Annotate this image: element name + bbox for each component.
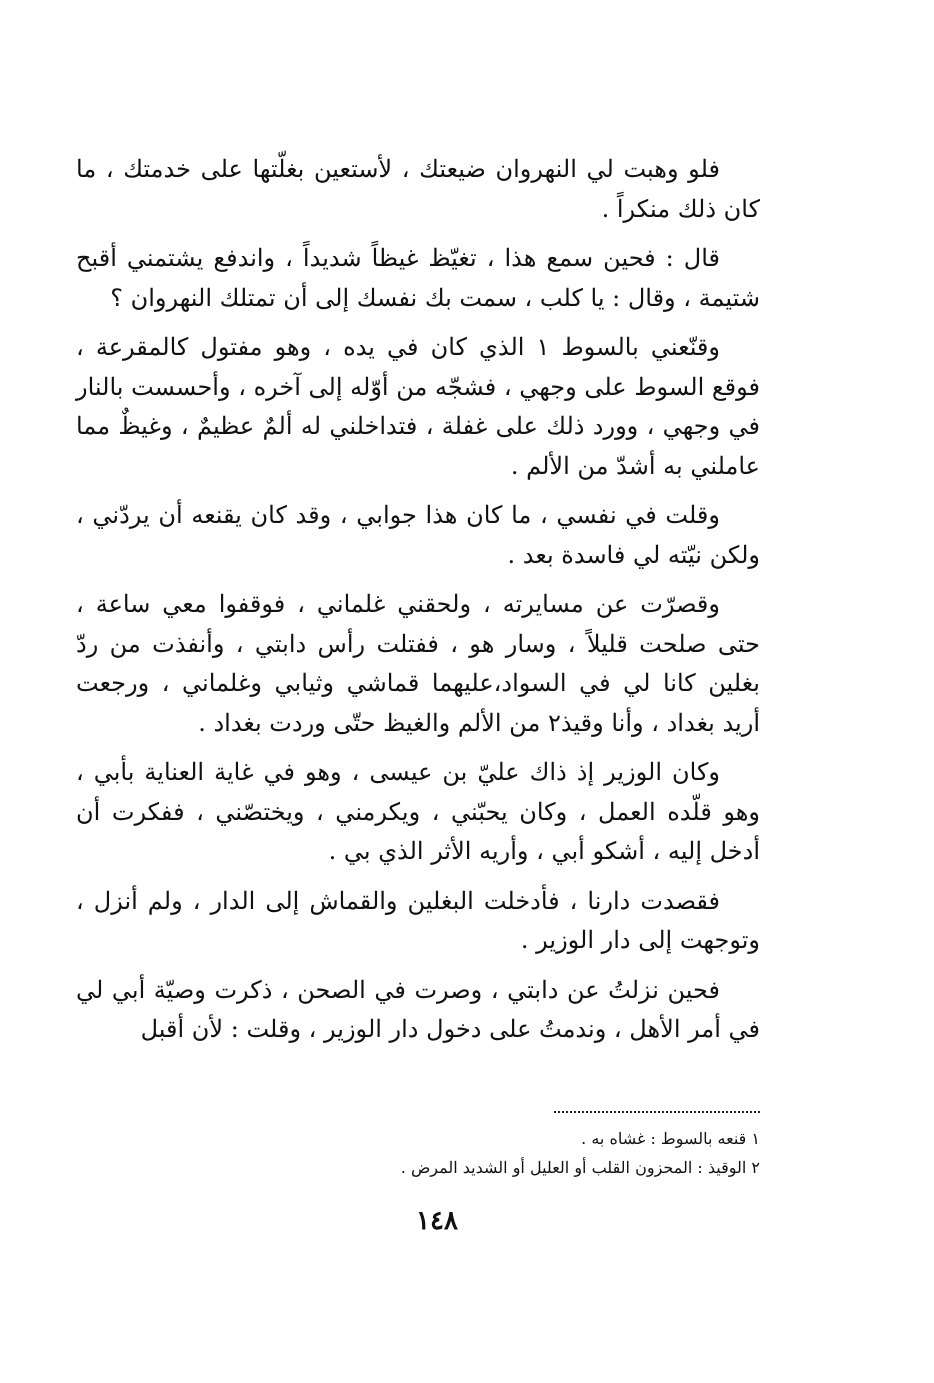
- paragraph: قال : فحين سمع هذا ، تغيّظ غيظاً شديداً ، واندفع يشتمني أقبح شتيمة ، وقال : يا كلب ، سمت بك نفسك إلى أن تمتلك النهروان ؟: [76, 244, 760, 312]
- body-text: [76, 150, 760, 1060]
- page-number: ١٤٨: [416, 1206, 458, 1236]
- paragraph: وكان الوزير إذ ذاك عليّ بن عيسى ، وهو في غاية العناية بأبي ، وهو قلّده العمل ، وكان يحبّني ، ويكرمني ، ويختصّني ، ففكرت أن أدخل إليه ، أشكو أبي ، وأريه الأثر الذي بي .: [76, 758, 760, 865]
- footnote-divider: [554, 1111, 760, 1113]
- paragraph: فحين نزلتُ عن دابتي ، وصرت في الصحن ، ذكرت وصيّة أبي لي في أمر الأهل ، وندمتُ على دخول دار الوزير ، وقلت : لأن أقبل: [76, 975, 760, 1043]
- footnote: ١ قنعه بالسوط : غشاه به .: [581, 1129, 760, 1148]
- paragraph: فقصدت دارنا ، فأدخلت البغلين والقماش إلى الدار ، ولم أنزل ، وتوجهت إلى دار الوزير .: [76, 886, 760, 954]
- paragraph: وقنّعني بالسوط ١ الذي كان في يده ، وهو مفتول كالمقرعة ، فوقع السوط على وجهي ، فشجّه من أوّله إلى آخره ، وأحسست بالنار في وجهي ، وورد ذلك على غفلة ، فتداخلني له ألمٌ عظيمٌ ، وغيظٌ مما عاملني به أشدّ من الألم .: [76, 333, 760, 480]
- paragraph: وقلت في نفسي ، ما كان هذا جوابي ، وقد كان يقنعه أن يردّني ، ولكن نيّته لي فاسدة بعد .: [76, 501, 760, 569]
- footnotes: [76, 1124, 760, 1182]
- paragraph: فلو وهبت لي النهروان ضيعتك ، لأستعين بغلّتها على خدمتك ، ما كان ذلك منكراً .: [76, 155, 760, 223]
- paragraph: وقصرّت عن مسايرته ، ولحقني غلماني ، فوقفوا معي ساعة ، حتى صلحت قليلاً ، وسار هو ، ففتلت رأس دابتي ، وأنفذت من ردّ بغلين كانا لي في السواد،عليهما قماشي وثيابي وغلماني ، ورجعت أريد بغداد ، وأنا وقيذ٢ من الألم والغيظ حتّى وردت بغداد .: [76, 590, 761, 737]
- footnote: ٢ الوقيذ : المحزون القلب أو العليل أو الشديد المرض .: [400, 1158, 760, 1177]
